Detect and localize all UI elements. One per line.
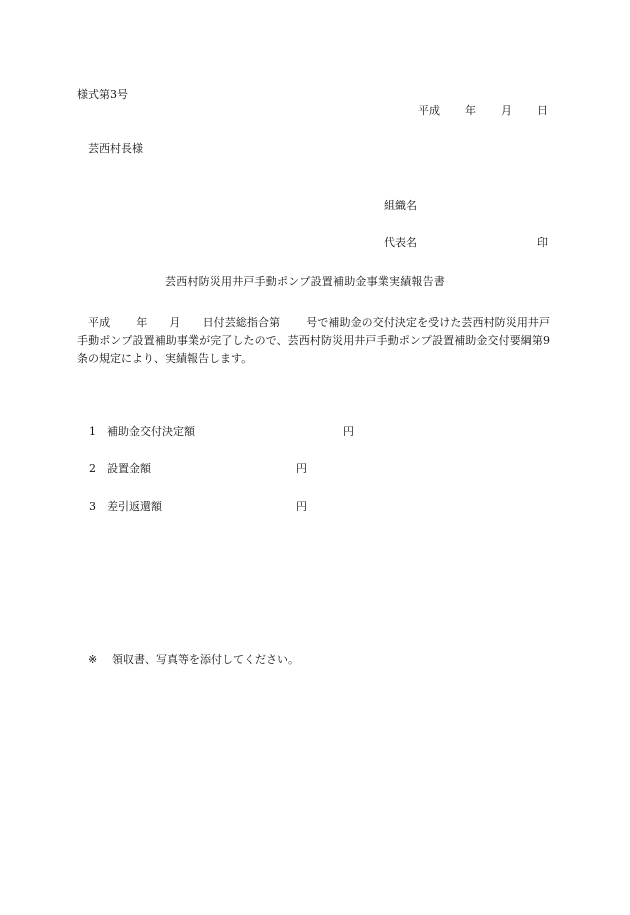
organization-row [384, 199, 417, 213]
document-title: 芸西村防災用井戸手動ポンプ設置補助金事業実績報告書 [165, 275, 445, 288]
reference-mark: ※ [88, 653, 98, 666]
item-number: 1 [89, 425, 96, 438]
form-number: 様式第3号 [77, 88, 128, 101]
body-era: 平成 [88, 316, 111, 329]
addressee: 芸西村長様 [88, 142, 143, 155]
representative-label: 代表名 [384, 236, 417, 249]
item-unit: 円 [296, 500, 307, 513]
date-year-label: 年 [465, 104, 476, 117]
note-text: 領収書、写真等を添付してください。 [112, 653, 299, 666]
item-row [89, 425, 354, 439]
item-unit: 円 [296, 462, 307, 475]
date-month-label: 月 [501, 104, 512, 117]
item-label: 設置金額 [107, 462, 151, 475]
date-day-label: 日 [537, 104, 548, 117]
seal-label: 印 [537, 236, 548, 249]
attachment-note [88, 653, 299, 667]
date-era: 平成 [418, 104, 440, 117]
item-number: 2 [89, 462, 96, 475]
item-row [89, 500, 307, 514]
body-month-label: 月 [169, 316, 181, 329]
item-row [89, 462, 307, 476]
date-line [418, 104, 548, 118]
item-label: 補助金交付決定額 [107, 425, 195, 438]
item-unit: 円 [343, 425, 354, 438]
representative-row [384, 236, 548, 250]
item-number: 3 [89, 500, 96, 513]
body-year-label: 年 [136, 316, 148, 329]
body-text-rest: 号で補助金の交付決定を受けた芸西村防災用井戸手動ポンプ設置補助事業が完了したので、芸西村防災用井戸手動ポンプ設置補助金交付要綱第9条の規定により、実績報告します。 [77, 316, 551, 365]
organization-label: 組織名 [384, 199, 417, 212]
item-label: 差引返還額 [107, 500, 162, 513]
body-paragraph [77, 314, 550, 368]
body-date-reference: 日付芸総指合第 [202, 316, 281, 329]
